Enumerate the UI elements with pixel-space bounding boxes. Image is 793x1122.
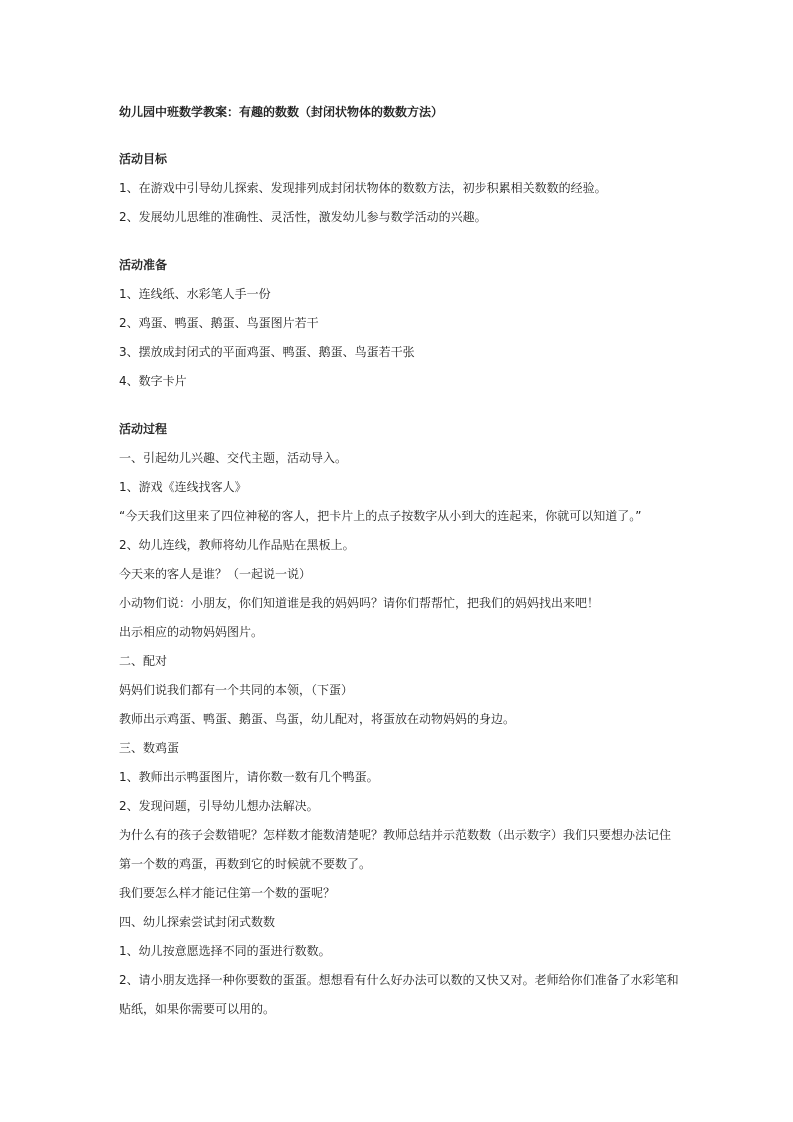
process-line: 1、游戏《连线找客人》 — [119, 480, 247, 494]
prep-item: 3、摆放成封闭式的平面鸡蛋、鸭蛋、鹅蛋、鸟蛋若干张 — [119, 345, 415, 359]
process-line: 1、幼儿按意愿选择不同的蛋进行数数。 — [119, 944, 331, 958]
prep-item: 1、连线纸、水彩笔人手一份 — [119, 287, 271, 301]
process-line: 2、请小朋友选择一种你要数的蛋蛋。想想看有什么好办法可以数的又快又对。老师给你们准备了水彩笔和 — [119, 973, 679, 987]
section-heading-process: 活动过程 — [119, 422, 168, 436]
goal-item: 1、在游戏中引导幼儿探索、发现排列成封闭状物体的数数方法，初步积累相关数数的经验。 — [119, 181, 607, 195]
process-line: 2、幼儿连线，教师将幼儿作品贴在黑板上。 — [119, 538, 355, 552]
process-line: 第一个数的鸡蛋，再数到它的时候就不要数了。 — [119, 857, 372, 871]
process-line: 小动物们说：小朋友，你们知道谁是我的妈妈吗？请你们帮帮忙，把我们的妈妈找出来吧！ — [119, 596, 600, 610]
goal-item: 2、发展幼儿思维的准确性、灵活性，激发幼儿参与数学活动的兴趣。 — [119, 210, 487, 224]
prep-item: 4、数字卡片 — [119, 374, 187, 388]
process-line: 二、配对 — [119, 654, 168, 668]
process-line: 2、发现问题，引导幼儿想办法解决。 — [119, 799, 319, 813]
section-heading-prep: 活动准备 — [119, 258, 168, 272]
section-heading-goals: 活动目标 — [119, 152, 168, 166]
process-line: 出示相应的动物妈妈图片。 — [119, 625, 264, 639]
process-line: 三、数鸡蛋 — [119, 741, 180, 755]
process-line: 妈妈们说我们都有一个共同的本领，（下蛋） — [119, 683, 354, 697]
prep-item: 2、鸡蛋、鸭蛋、鹅蛋、鸟蛋图片若干 — [119, 316, 319, 330]
process-line: 今天来的客人是谁？（一起说一说） — [119, 567, 312, 581]
document-title: 幼儿园中班数学教案：有趣的数数（封闭状物体的数数方法） — [119, 105, 444, 119]
process-line: 贴纸，如果你需要可以用的。 — [119, 1002, 276, 1016]
process-line: 教师出示鸡蛋、鸭蛋、鹅蛋、鸟蛋，幼儿配对，将蛋放在动物妈妈的身边。 — [119, 712, 516, 726]
process-line: 我们要怎么样才能记住第一个数的蛋呢？ — [119, 886, 336, 900]
process-line: “今天我们这里来了四位神秘的客人，把卡片上的点子按数字从小到大的连起来，你就可以知道了。” — [119, 509, 642, 523]
process-line: 为什么有的孩子会数错呢？怎样数才能数清楚呢？教师总结并示范数数（出示数字）我们只要想办法记住 — [119, 828, 672, 842]
process-line: 1、教师出示鸭蛋图片，请你数一数有几个鸭蛋。 — [119, 770, 379, 784]
process-line: 四、幼儿探索尝试封闭式数数 — [119, 915, 276, 929]
process-line: 一、引起幼儿兴趣、交代主题，活动导入。 — [119, 451, 348, 465]
